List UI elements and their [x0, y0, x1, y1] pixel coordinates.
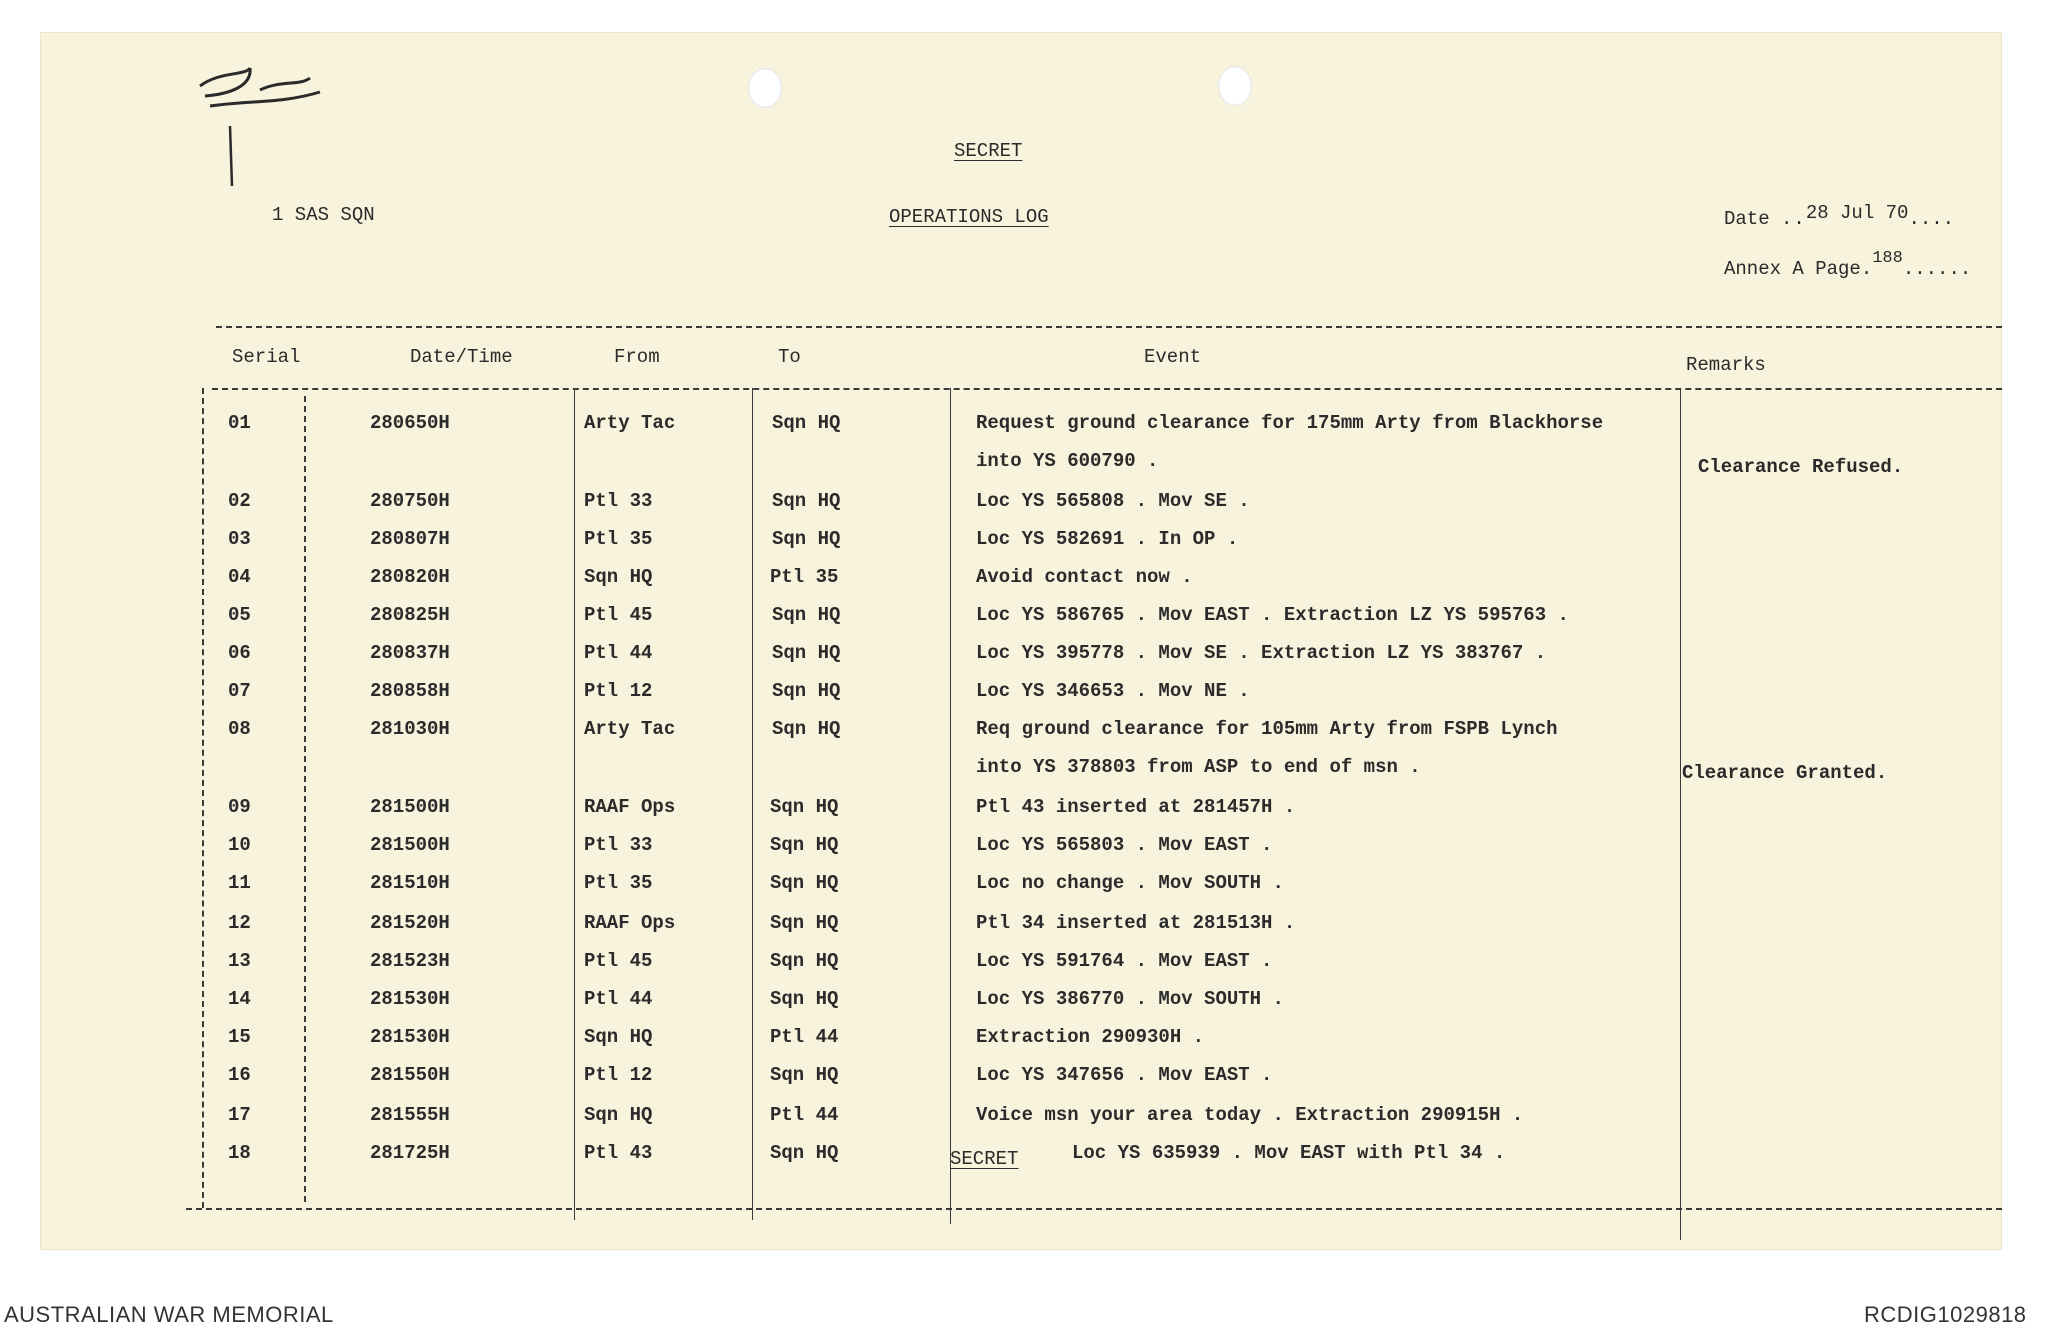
row-datetime: 280825H [370, 604, 450, 626]
row-to: Sqn HQ [770, 872, 839, 894]
row-serial: 05 [228, 604, 251, 626]
row-to: Sqn HQ [770, 834, 839, 856]
row-serial: 15 [228, 1026, 251, 1048]
row-event-line: Loc YS 635939 . Mov EAST with Ptl 34 . [1072, 1142, 1506, 1164]
row-from: Ptl 44 [584, 988, 653, 1010]
row-serial: 13 [228, 950, 251, 972]
row-event-line: into YS 378803 from ASP to end of msn . [976, 756, 1421, 778]
document-title: OPERATIONS LOG [889, 206, 1049, 228]
row-to: Sqn HQ [770, 912, 839, 934]
row-datetime: 281523H [370, 950, 450, 972]
row-event-line: Loc YS 347656 . Mov EAST . [976, 1064, 1273, 1086]
row-to: Sqn HQ [772, 490, 841, 512]
row-event-line: Loc YS 386770 . Mov SOUTH . [976, 988, 1284, 1010]
col-header-event: Event [1144, 346, 1202, 368]
event-column-divider [1680, 388, 1681, 1240]
row-serial: 04 [228, 566, 251, 588]
row-serial: 02 [228, 490, 251, 512]
row-datetime: 280750H [370, 490, 450, 512]
remark-row-01: Clearance Refused. [1698, 456, 1904, 478]
row-event-line: Request ground clearance for 175mm Arty from Blackhorse [976, 412, 1604, 434]
date-value: 28 Jul 70 [1805, 202, 1909, 224]
row-event-line: Loc YS 346653 . Mov NE . [976, 680, 1250, 702]
row-from: RAAF Ops [584, 912, 676, 934]
from-column-divider [752, 388, 753, 1220]
table-bottom-rule [186, 1208, 2002, 1210]
row-event-line: Loc YS 591764 . Mov EAST . [976, 950, 1273, 972]
row-from: Ptl 45 [584, 950, 653, 972]
col-header-from: From [614, 346, 660, 368]
date-field: Date ..28 Jul 70.... [1724, 202, 1955, 230]
row-to: Sqn HQ [770, 1142, 839, 1164]
table-header-rule [212, 388, 2002, 390]
row-from: Arty Tac [584, 718, 676, 740]
row-from: Ptl 43 [584, 1142, 653, 1164]
page-value: 188 [1872, 249, 1903, 268]
remark-row-08: Clearance Granted. [1682, 762, 1888, 784]
row-datetime: 280650H [370, 412, 450, 434]
row-event-line: Loc YS 565803 . Mov EAST . [976, 834, 1273, 856]
row-from: Sqn HQ [584, 1104, 653, 1126]
classification-bottom: SECRET [950, 1148, 1019, 1170]
row-datetime: 281030H [370, 718, 450, 740]
archive-credit: AUSTRALIAN WAR MEMORIAL [4, 1302, 334, 1327]
row-event-line: Ptl 34 inserted at 281513H . [976, 912, 1296, 934]
row-serial: 12 [228, 912, 251, 934]
row-datetime: 280820H [370, 566, 450, 588]
row-datetime: 281520H [370, 912, 450, 934]
row-serial: 14 [228, 988, 251, 1010]
row-to: Sqn HQ [772, 642, 841, 664]
classification-top: SECRET [954, 140, 1023, 162]
annex-page-field: Annex A Page.188...... [1724, 249, 1972, 280]
row-serial: 01 [228, 412, 251, 434]
row-from: RAAF Ops [584, 796, 676, 818]
col-header-remarks: Remarks [1686, 354, 1766, 376]
row-event-line: Ptl 43 inserted at 281457H . [976, 796, 1296, 818]
row-serial: 09 [228, 796, 251, 818]
row-to: Sqn HQ [770, 988, 839, 1010]
row-from: Ptl 12 [584, 1064, 653, 1086]
row-serial: 07 [228, 680, 251, 702]
row-from: Arty Tac [584, 412, 676, 434]
row-serial: 03 [228, 528, 251, 550]
row-from: Ptl 33 [584, 834, 653, 856]
row-from: Ptl 44 [584, 642, 653, 664]
row-to: Sqn HQ [772, 604, 841, 626]
row-event-line: Loc YS 582691 . In OP . [976, 528, 1239, 550]
row-datetime: 281500H [370, 796, 450, 818]
row-to: Ptl 35 [770, 566, 839, 588]
col-header-datetime: Date/Time [410, 346, 513, 368]
row-event-line: Loc no change . Mov SOUTH . [976, 872, 1284, 894]
row-from: Ptl 35 [584, 528, 653, 550]
row-event-line: Avoid contact now . [976, 566, 1193, 588]
row-serial: 11 [228, 872, 251, 894]
row-datetime: 280807H [370, 528, 450, 550]
row-event-line: Voice msn your area today . Extraction 290915H . [976, 1104, 1524, 1126]
annex-label: Annex A Page [1724, 258, 1861, 280]
row-datetime: 280837H [370, 642, 450, 664]
row-to: Sqn HQ [772, 718, 841, 740]
row-to: Ptl 44 [770, 1104, 839, 1126]
col-header-to: To [778, 346, 801, 368]
row-to: Sqn HQ [770, 950, 839, 972]
row-datetime: 281550H [370, 1064, 450, 1086]
row-serial: 08 [228, 718, 251, 740]
row-serial: 16 [228, 1064, 251, 1086]
row-to: Ptl 44 [770, 1026, 839, 1048]
row-datetime: 281725H [370, 1142, 450, 1164]
row-event-line: into YS 600790 . [976, 450, 1159, 472]
row-serial: 18 [228, 1142, 251, 1164]
row-event-line: Loc YS 395778 . Mov SE . Extraction LZ YS 383767 . [976, 642, 1547, 664]
row-to: Sqn HQ [772, 528, 841, 550]
row-from: Sqn HQ [584, 1026, 653, 1048]
unit-name: 1 SAS SQN [272, 204, 375, 226]
row-to: Sqn HQ [770, 1064, 839, 1086]
row-event-line: Loc YS 565808 . Mov SE . [976, 490, 1250, 512]
row-event-line: Extraction 290930H . [976, 1026, 1205, 1048]
row-from: Ptl 35 [584, 872, 653, 894]
serial-column-divider [304, 396, 306, 1202]
row-serial: 17 [228, 1104, 251, 1126]
row-from: Ptl 45 [584, 604, 653, 626]
row-datetime: 281530H [370, 1026, 450, 1048]
row-to: Sqn HQ [772, 412, 841, 434]
row-serial: 06 [228, 642, 251, 664]
row-to: Sqn HQ [772, 680, 841, 702]
row-from: Ptl 12 [584, 680, 653, 702]
row-datetime: 281530H [370, 988, 450, 1010]
archive-reference-id: RCDIG1029818 [1864, 1302, 2027, 1327]
date-label: Date [1724, 208, 1770, 230]
to-column-divider [950, 388, 951, 1224]
table-left-border [202, 388, 204, 1208]
row-datetime: 281510H [370, 872, 450, 894]
datetime-column-divider [574, 388, 575, 1220]
row-serial: 10 [228, 834, 251, 856]
row-datetime: 281500H [370, 834, 450, 856]
row-event-line: Loc YS 586765 . Mov EAST . Extraction LZ YS 595763 . [976, 604, 1569, 626]
col-header-serial: Serial [232, 346, 301, 368]
row-from: Ptl 33 [584, 490, 653, 512]
row-event-line: Req ground clearance for 105mm Arty from FSPB Lynch [976, 718, 1558, 740]
row-datetime: 280858H [370, 680, 450, 702]
row-to: Sqn HQ [770, 796, 839, 818]
table-top-rule [216, 326, 2002, 328]
row-from: Sqn HQ [584, 566, 653, 588]
row-datetime: 281555H [370, 1104, 450, 1126]
